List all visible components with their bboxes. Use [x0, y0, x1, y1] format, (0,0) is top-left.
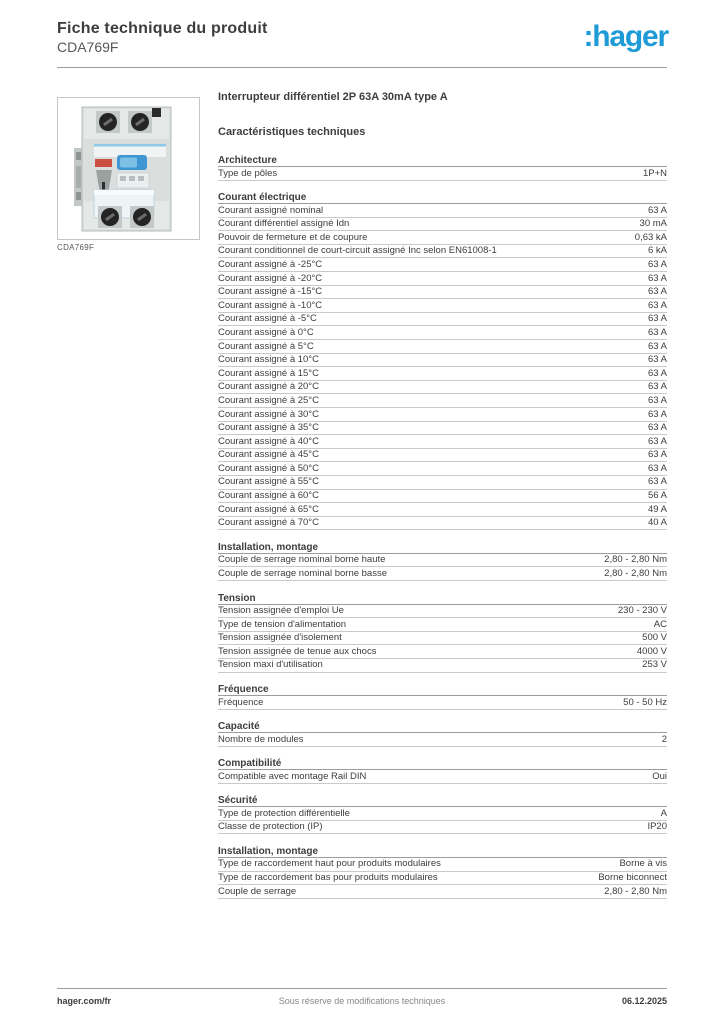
spec-value: 56 A [647, 490, 667, 502]
section-title: Compatibilité [218, 759, 667, 770]
footer-date: 06.12.2025 [621, 996, 667, 1006]
footer-disclaimer: Sous réserve de modifications techniques [278, 996, 446, 1006]
spec-value: 63 A [647, 394, 667, 406]
spec-label: Courant assigné à 25°C [218, 394, 319, 406]
spec-row [218, 821, 667, 835]
spec-label: Courant assigné à 45°C [218, 449, 319, 461]
spec-row [218, 770, 667, 784]
spec-row [218, 367, 667, 381]
spec-value: 6 kA [647, 245, 667, 257]
spec-row [218, 807, 667, 821]
section-title: Architecture [218, 156, 667, 167]
spec-label: Couple de serrage nominal borne haute [218, 554, 386, 566]
spec-row [218, 326, 667, 340]
spec-label: Courant assigné nominal [218, 204, 324, 216]
spec-label: Courant assigné à 70°C [218, 517, 319, 529]
spec-value: 63 A [647, 476, 667, 488]
spec-row [218, 204, 667, 218]
footer-divider [57, 988, 667, 989]
spec-row [218, 231, 667, 245]
circuit-breaker-illustration [58, 98, 199, 239]
spec-label: Courant assigné à 35°C [218, 422, 319, 434]
spec-row [218, 422, 667, 436]
spec-label: Compatible avec montage Rail DIN [218, 770, 367, 782]
product-image-frame [57, 97, 200, 240]
spec-row [218, 299, 667, 313]
spec-label: Courant assigné à 60°C [218, 490, 319, 502]
spec-value: 40 A [647, 517, 667, 529]
spec-label: Nombre de modules [218, 733, 304, 745]
section-title: Installation, montage [218, 543, 667, 554]
spec-value: 63 A [647, 449, 667, 461]
spec-value: 230 - 230 V [617, 605, 667, 617]
spec-label: Couple de serrage nominal borne basse [218, 567, 387, 579]
spec-row [218, 381, 667, 395]
spec-row [218, 659, 667, 673]
spec-value: 4000 V [636, 645, 667, 657]
spec-section [218, 796, 667, 834]
spec-label: Courant conditionnel de court-circuit assigné Inc selon EN61008-1 [218, 245, 497, 257]
spec-sections [218, 156, 667, 911]
spec-row [218, 435, 667, 449]
spec-row [218, 258, 667, 272]
page-title: Fiche technique du produit [57, 20, 268, 37]
section-title: Courant électrique [218, 193, 667, 204]
spec-label: Couple de serrage [218, 885, 297, 897]
spec-row [218, 313, 667, 327]
spec-section [218, 759, 667, 784]
spec-row [218, 517, 667, 531]
spec-label: Courant assigné à 5°C [218, 340, 314, 352]
spec-row [218, 218, 667, 232]
spec-label: Type de raccordement bas pour produits modulaires [218, 872, 438, 884]
spec-value: 63 A [647, 435, 667, 447]
spec-value: 2,80 - 2,80 Nm [604, 885, 667, 897]
spec-label: Courant assigné à 10°C [218, 354, 319, 366]
spec-value: 63 A [647, 340, 667, 352]
section-title: Installation, montage [218, 847, 667, 858]
spec-label: Tension assignée d'emploi Ue [218, 605, 344, 617]
product-image-caption: CDA769F [57, 243, 95, 252]
spec-row [218, 605, 667, 619]
spec-value: 63 A [647, 313, 667, 325]
spec-label: Courant assigné à 55°C [218, 476, 319, 488]
spec-value: 63 A [647, 204, 667, 216]
spec-section [218, 847, 667, 899]
spec-label: Fréquence [218, 696, 264, 708]
spec-label: Courant assigné à 15°C [218, 367, 319, 379]
spec-value: 49 A [647, 503, 667, 515]
spec-label: Courant assigné à -10°C [218, 299, 323, 311]
header-divider [57, 67, 667, 68]
spec-value: 2,80 - 2,80 Nm [604, 567, 667, 579]
spec-row [218, 476, 667, 490]
spec-value: 63 A [647, 367, 667, 379]
spec-value: 2 [661, 733, 667, 745]
spec-label: Courant assigné à -20°C [218, 272, 323, 284]
spec-section [218, 193, 667, 530]
spec-value: 63 A [647, 326, 667, 338]
spec-label: Courant assigné à -25°C [218, 258, 323, 270]
spec-row [218, 885, 667, 899]
spec-label: Type de tension d'alimentation [218, 618, 347, 630]
spec-value: 500 V [642, 632, 667, 644]
spec-label: Courant assigné à -5°C [218, 313, 317, 325]
section-title: Fréquence [218, 685, 667, 696]
spec-value: 63 A [647, 381, 667, 393]
spec-row [218, 286, 667, 300]
spec-value: 63 A [647, 258, 667, 270]
spec-value: Borne à vis [619, 858, 667, 870]
spec-value: 63 A [647, 354, 667, 366]
section-title: Sécurité [218, 796, 667, 807]
spec-value: 0,63 kA [634, 231, 667, 243]
spec-label: Courant assigné à 65°C [218, 503, 319, 515]
spec-row [218, 567, 667, 581]
spec-value: 63 A [647, 272, 667, 284]
spec-row [218, 245, 667, 259]
spec-label: Classe de protection (IP) [218, 821, 323, 833]
spec-row [218, 462, 667, 476]
spec-section [218, 156, 667, 181]
spec-value: 30 mA [639, 218, 667, 230]
spec-value: 50 - 50 Hz [623, 696, 667, 708]
spec-label: Courant assigné à 20°C [218, 381, 319, 393]
spec-value: 63 A [647, 299, 667, 311]
spec-row [218, 872, 667, 886]
spec-label: Courant assigné à -15°C [218, 286, 323, 298]
spec-section [218, 722, 667, 747]
spec-value: 63 A [647, 286, 667, 298]
spec-value: 63 A [647, 408, 667, 420]
spec-row [218, 696, 667, 710]
hager-logo: :hager [583, 20, 668, 53]
spec-row [218, 632, 667, 646]
spec-label: Courant assigné à 30°C [218, 408, 319, 420]
spec-row [218, 394, 667, 408]
spec-value: 253 V [642, 659, 667, 671]
spec-label: Pouvoir de fermeture et de coupure [218, 231, 368, 243]
product-description: Interrupteur différentiel 2P 63A 30mA type A [218, 91, 448, 103]
spec-value: Borne biconnect [598, 872, 667, 884]
spec-row [218, 408, 667, 422]
spec-row [218, 272, 667, 286]
spec-label: Courant assigné à 40°C [218, 435, 319, 447]
footer-website: hager.com/fr [57, 996, 112, 1006]
characteristics-heading: Caractéristiques techniques [218, 126, 366, 138]
spec-value: IP20 [647, 821, 667, 833]
spec-row [218, 645, 667, 659]
spec-label: Tension assignée d'isolement [218, 632, 342, 644]
section-title: Tension [218, 594, 667, 605]
spec-label: Type de raccordement haut pour produits modulaires [218, 858, 441, 870]
spec-row [218, 449, 667, 463]
spec-row [218, 733, 667, 747]
spec-value: 1P+N [642, 167, 667, 179]
spec-section [218, 543, 667, 581]
spec-value: 63 A [647, 422, 667, 434]
spec-value: Oui [652, 770, 667, 782]
spec-label: Courant assigné à 50°C [218, 462, 319, 474]
spec-row [218, 490, 667, 504]
spec-label: Courant assigné à 0°C [218, 326, 314, 338]
spec-label: Tension assignée de tenue aux chocs [218, 645, 377, 657]
spec-row [218, 167, 667, 181]
spec-value: AC [653, 618, 667, 630]
spec-section [218, 685, 667, 710]
spec-row [218, 858, 667, 872]
spec-label: Type de pôles [218, 167, 278, 179]
spec-label: Courant différentiel assigné Idn [218, 218, 350, 230]
spec-value: 63 A [647, 462, 667, 474]
spec-section [218, 594, 667, 673]
spec-label: Tension maxi d'utilisation [218, 659, 323, 671]
spec-value: 2,80 - 2,80 Nm [604, 554, 667, 566]
spec-row [218, 354, 667, 368]
spec-row [218, 503, 667, 517]
spec-row [218, 554, 667, 568]
spec-value: A [660, 807, 667, 819]
section-title: Capacité [218, 722, 667, 733]
spec-row [218, 340, 667, 354]
spec-label: Type de protection différentielle [218, 807, 350, 819]
spec-row [218, 618, 667, 632]
product-code: CDA769F [57, 39, 119, 55]
